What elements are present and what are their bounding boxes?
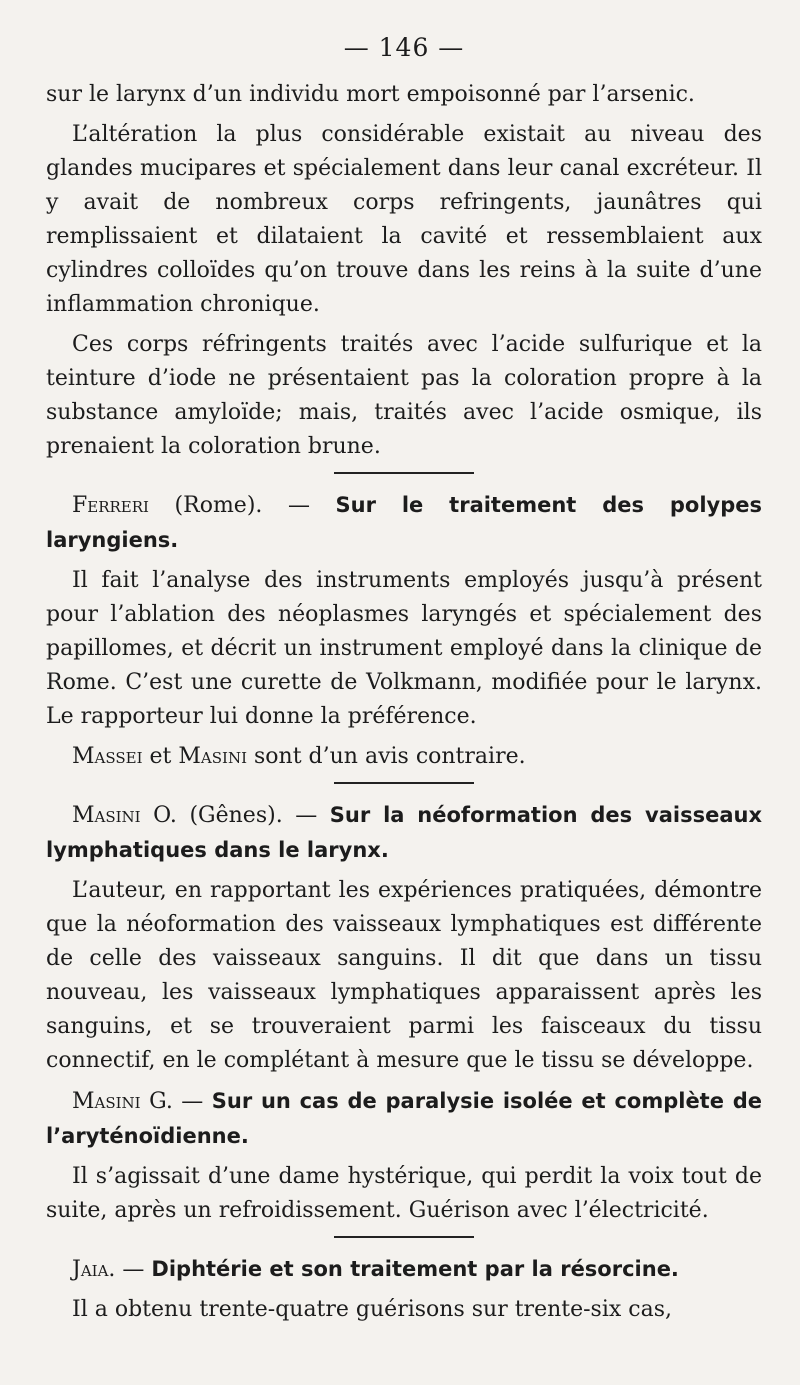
entry-place: . — xyxy=(108,1257,152,1282)
entry-place: (Rome). — xyxy=(148,493,336,518)
section-divider xyxy=(334,1236,474,1238)
section-divider xyxy=(334,782,474,784)
note-text: sont d’un avis contraire. xyxy=(247,744,526,769)
entry-title: Diphtérie et son traitement par la résorcine. xyxy=(151,1257,679,1281)
entry-note-massei xyxy=(46,740,762,774)
entry-title: Sur un cas de paralysie isolée et complète de l’aryténoïdienne. xyxy=(46,1089,763,1148)
section-divider xyxy=(334,472,474,474)
entry-title: Sur la néoformation des vaisseaux lymphatiques dans le larynx. xyxy=(46,803,762,862)
entry-body-masini-g: Il s’agissait d’une dame hystérique, qui perdit la voix tout de suite, après un refroidissement. Guérison avec l’électricité. xyxy=(46,1164,762,1223)
entry-author: Masini xyxy=(72,803,141,828)
paragraph-continuation: sur le larynx d’un individu mort empoisonné par l’arsenic. xyxy=(46,82,695,107)
entry-heading-ferreri xyxy=(46,488,762,558)
paragraph-alteration: L’altération la plus considérable existait au niveau des glandes mucipares et spécialement dans leur canal excréteur. Il y avait de nombreux corps refringents, jaunâtres qui remplissaient et dilataient la cavité et ressemblaient aux cylindres colloïdes qu’on trouve dans les reins à la suite d’une inflammation chronique. xyxy=(46,122,762,317)
entry-heading-jaia xyxy=(46,1252,762,1287)
entry-title: Sur le traitement des polypes laryngiens. xyxy=(46,493,762,552)
entry-heading-masini-o xyxy=(46,798,762,868)
entry-body-jaia: Il a obtenu trente-quatre guérisons sur trente-six cas, xyxy=(72,1297,672,1322)
entry-author: Masini xyxy=(72,1089,141,1114)
note-author: Massei xyxy=(72,744,143,769)
entry-author: Ferreri xyxy=(72,493,149,518)
paragraph-corps-refringents: Ces corps réfringents traités avec l’acide sulfurique et la teinture d’iode ne présentaient pas la coloration propre à la substance amyloïde; mais, traités avec l’acide osmique, ils prenaient la coloration brune. xyxy=(46,332,762,459)
entry-heading-masini-g xyxy=(46,1084,762,1154)
entry-place: G. — xyxy=(140,1089,212,1114)
note-author: Masini xyxy=(178,744,248,769)
entry-body-ferreri: Il fait l’analyse des instruments employés jusqu’à présent pour l’ablation des néoplasmes laryngés et spécialement des papillomes, et décrit un instrument employé dans la clinique de Rome. C’est une curette de Volkmann, modifiée pour le larynx. Le rapporteur lui donne la préférence. xyxy=(46,568,762,729)
note-connector: et xyxy=(142,744,179,769)
entry-author: Jaia xyxy=(72,1257,109,1282)
body-text xyxy=(46,78,762,1327)
entry-place: O. (Gênes). — xyxy=(140,803,330,828)
entry-body-masini-o: L’auteur, en rapportant les expériences pratiquées, démontre que la néoformation des vaisseaux lymphatiques est différente de celle des vaisseaux sanguins. Il dit que dans un tissu nouveau, les vaisseaux lymphatiques apparaissent après les sanguins, et se trouveraient parmi les faisceaux du tissu connectif, en le complétant à mesure que le tissu se développe. xyxy=(46,878,762,1073)
page-number: — 146 — xyxy=(343,33,465,62)
